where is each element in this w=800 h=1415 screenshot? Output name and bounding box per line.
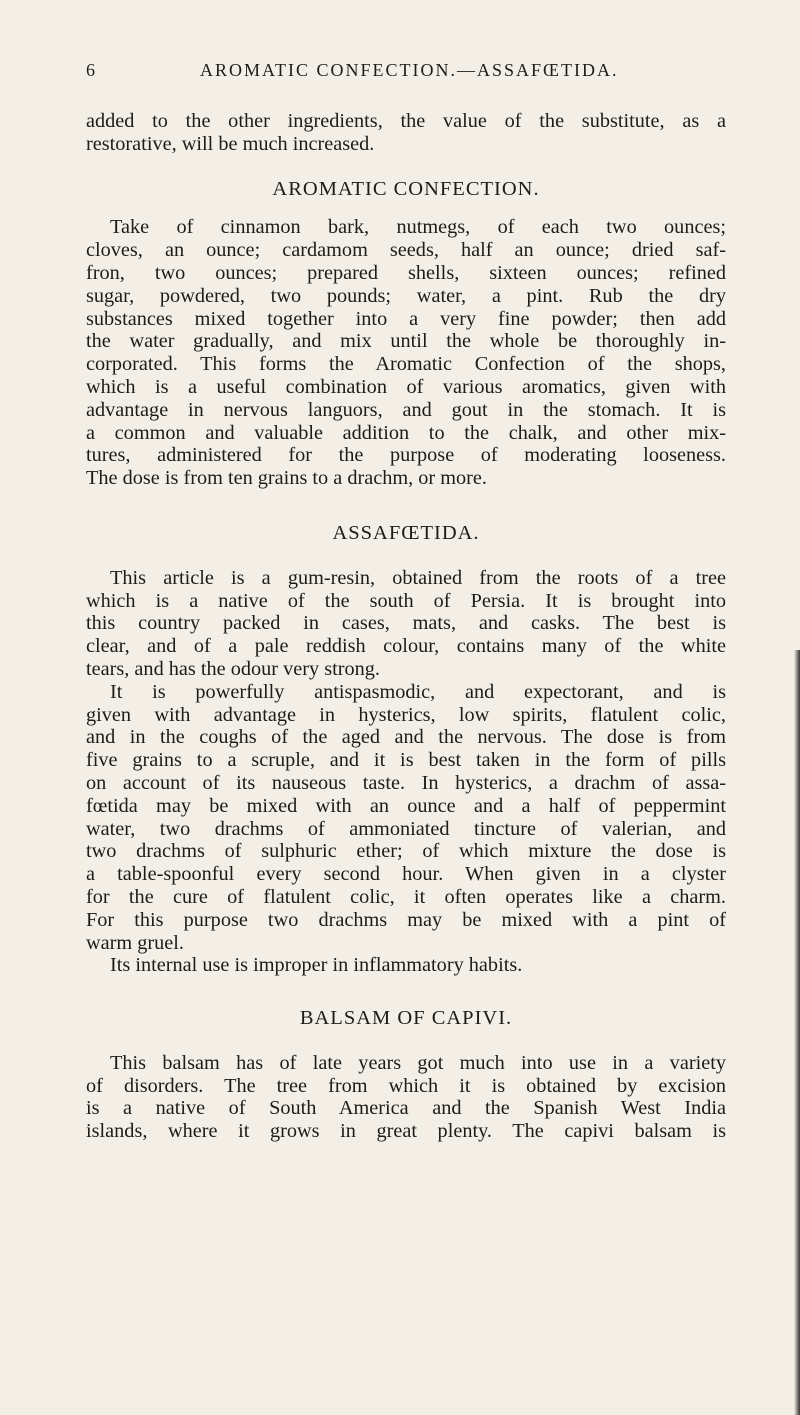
text-line: This article is a gum-resin, obtained from the roots of a tree — [110, 566, 726, 589]
text-line: fron, two ounces; prepared shells, sixteen ounces; refined — [86, 261, 726, 284]
text-line: the water gradually, and mix until the whole be thoroughly in- — [86, 330, 726, 353]
text-line: fœtida may be mixed with an ounce and a half of peppermint — [86, 794, 726, 817]
intro-paragraph — [86, 110, 726, 156]
text-line: The dose is from ten grains to a drachm, or more. — [86, 467, 488, 490]
text-line: this country packed in cases, mats, and casks. The best is — [86, 612, 726, 635]
text-line: restorative, will be much increased. — [86, 132, 375, 155]
text-line: Its internal use is improper in inflammatory habits. — [110, 954, 523, 977]
text-line: This balsam has of late years got much into use in a variety — [110, 1051, 726, 1074]
text-line: for the cure of flatulent colic, it often operates like a charm. — [86, 885, 726, 908]
aromatic-confection-paragraph — [86, 216, 726, 490]
text-line: a table-spoonful every second hour. When given in a clyster — [86, 863, 726, 886]
section-title-balsam-of-capivi: BALSAM OF CAPIVI. — [299, 1007, 513, 1030]
text-line: is a native of South America and the Spanish West India — [86, 1097, 726, 1120]
text-line: For this purpose two drachms may be mixed with a pint of — [86, 908, 726, 931]
text-line: two drachms of sulphuric ether; of which mixture the dose is — [86, 840, 726, 863]
text-line: and in the coughs of the aged and the nervous. The dose is from — [86, 726, 726, 749]
text-line: given with advantage in hysterics, low spirits, flatulent colic, — [86, 703, 726, 726]
running-head: AROMATIC CONFECTION.—ASSAFŒTIDA. — [200, 60, 619, 80]
text-line: five grains to a scruple, and it is best taken in the form of pills — [86, 749, 726, 772]
text-line: water, two drachms of ammoniated tincture of valerian, and — [86, 817, 726, 840]
page-header — [86, 60, 726, 90]
page-edge-shadow — [794, 650, 800, 1415]
text-line: islands, where it grows in great plenty. The capivi balsam is — [86, 1120, 726, 1143]
text-line: tures, administered for the purpose of moderating looseness. — [86, 444, 726, 467]
text-line: added to the other ingredients, the value of the substitute, as a — [86, 110, 726, 132]
assafoetida-paragraph-2 — [86, 681, 726, 955]
text-line: It is powerfully antispasmodic, and expectorant, and is — [110, 680, 726, 703]
text-line: which is a native of the south of Persia. It is brought into — [86, 589, 726, 612]
text-line: cloves, an ounce; cardamom seeds, half an ounce; dried saf- — [86, 239, 726, 262]
text-line: substances mixed together into a very fine powder; then add — [86, 307, 726, 330]
balsam-of-capivi-paragraph — [86, 1052, 726, 1143]
text-line: Take of cinnamon bark, nutmegs, of each two ounces; — [110, 216, 726, 239]
text-line: sugar, powdered, two pounds; water, a pint. Rub the dry — [86, 284, 726, 307]
assafoetida-paragraph-1 — [86, 567, 726, 681]
text-line: clear, and of a pale reddish colour, contains many of the white — [86, 635, 726, 658]
section-title-aromatic-confection: AROMATIC CONFECTION. — [272, 177, 540, 200]
text-line: warm gruel. — [86, 931, 184, 954]
page-number: 6 — [86, 60, 97, 80]
section-title-assafoetida: ASSAFŒTIDA. — [332, 521, 480, 544]
page-body — [86, 110, 726, 1143]
text-line: on account of its nauseous taste. In hysterics, a drachm of assa- — [86, 771, 726, 794]
text-line: of disorders. The tree from which it is obtained by excision — [86, 1074, 726, 1097]
assafoetida-paragraph-3 — [86, 954, 726, 977]
text-line: corporated. This forms the Aromatic Confection of the shops, — [86, 353, 726, 376]
text-line: tears, and has the odour very strong. — [86, 657, 380, 680]
text-line: advantage in nervous languors, and gout in the stomach. It is — [86, 398, 726, 421]
text-line: a common and valuable addition to the chalk, and other mix- — [86, 421, 726, 444]
text-line: which is a useful combination of various aromatics, given with — [86, 375, 726, 398]
